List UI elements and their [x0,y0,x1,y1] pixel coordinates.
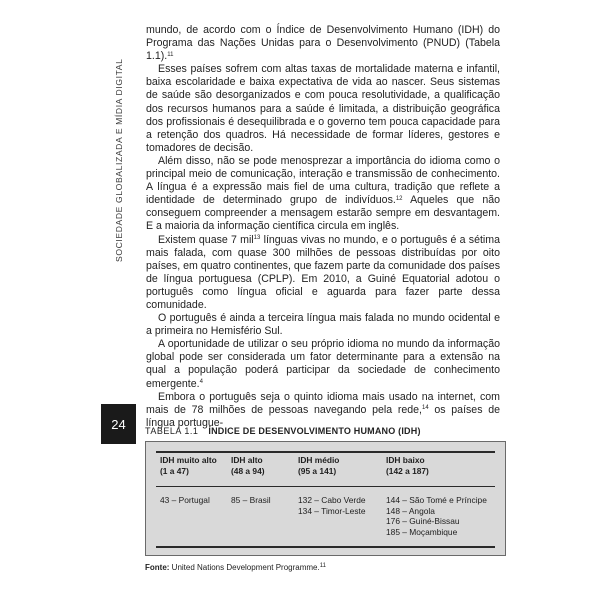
table-cell: 43 – Portugal [160,495,210,505]
paragraph-text: Além disso, não se pode menosprezar a importância do idioma como o principal meio de comunicação, interação e transmissão de conhecimento. A língua é a expressão mais fiel de uma cultura, tradição que reflete a identidade de determinado grupo de indivíduos. [146,154,500,207]
table-top-rule [156,451,495,453]
running-head: SOCIEDADE GLOBALIZADA E MÍDIA DIGITAL [114,58,124,262]
table-cell: 85 – Brasil [231,495,271,505]
column-values [231,495,271,506]
body-paragraph [146,24,500,63]
column-values [298,495,366,516]
table-number: TABELA 1.1 [145,426,199,436]
paragraph-text: línguas vivas no mundo, e o português é a sétima mais falada, com quase 300 milhões de pessoas distribuídas por oito países, em quatro continentes, que fazem parte da comunidade dos países de língua portuguesa (CPLP). Em 2010, a Guiné Equatorial adotou o português como língua oficial e aguarda para fazer parte dessa comunidade. [146,233,500,311]
table-column-idh-alto [231,455,271,505]
page-number: 24 [101,404,136,444]
footnote-ref: 13 [253,235,261,241]
body-paragraph [146,391,500,430]
paragraph-text: Esses países sofrem com altas taxas de mortalidade materna e infantil, baixa escolaridade e baixa expectativa de vida ao nascer. Seus sistemas de saúde são desorganizados e com pouca resolutividade, a qualificação dos recursos humanos para a saúde é limitada, a distribuição geográfica dos profissionais é desequilibrada e o governo tem pouca capacidade para a retenção dos quadros. Há necessidade de formar líderes, gestores e tomadores de decisão. [146,63,500,154]
body-paragraph [146,312,500,338]
paragraph-text: mundo, de acordo com o Índice de Desenvolvimento Humano (IDH) do Programa das Nações Unidas para o Desenvolvimento (PNUD) (Tabela 1.1). [146,24,500,63]
idh-table [145,441,506,556]
column-header: IDH muito alto (1 a 47) [160,455,217,476]
body-text [146,24,500,430]
paragraph-text: O português é ainda a terceira língua mais falada no mundo ocidental e a primeira no Hemisfério Sul. [146,312,500,338]
table-cell: 132 – Cabo Verde [298,495,366,505]
table-column-idh-baixo [386,455,487,537]
paragraph-text: A oportunidade de utilizar o seu próprio idioma no mundo da informação global pode ser considerada um fator determinante para a extensão na qual a população poderá participar da sociedade de conhecimento emergente. [146,338,500,390]
paragraph-text: Existem quase 7 mil [158,233,254,246]
paragraph-text: Aqueles que não conseguem compreender a mensagem estarão sempre em desvantagem. E a maioria da informação científica circula em inglês. [146,194,500,233]
table-caption [145,426,505,440]
table-source [145,563,505,572]
column-values [386,495,487,537]
column-header: IDH baixo (142 a 187) [386,455,429,476]
footnote-ref: 14 [421,405,429,412]
source-text: United Nations Development Programme. [169,563,320,572]
table-cell: 134 – Timor-Leste [298,505,366,516]
paragraph-text: os países de língua portugue- [146,403,500,429]
footnote-ref: 12 [395,195,403,202]
table-cell: 144 – São Tomé e Príncipe [386,495,487,505]
body-paragraph [146,234,500,313]
column-values [160,495,210,506]
table-bottom-rule [156,546,495,548]
table-cell: 148 – Angola [386,505,435,516]
paragraph-text: Embora o português seja o quinto idioma mais usado na internet, com mais de 78 milhões de pessoas navegando pela rede, [146,390,500,416]
column-header: IDH alto (48 a 94) [231,455,265,476]
column-header: IDH médio (95 a 141) [298,455,340,476]
table-column-idh-muito-alto [160,455,217,505]
table-title: ÍNDICE DE DESENVOLVIMENTO HUMANO (IDH) [208,426,421,436]
body-paragraph [146,338,500,390]
body-paragraph [146,63,500,155]
source-footnote-ref: 11 [319,562,326,569]
footnote-ref: 11 [167,51,174,58]
table-column-idh-medio [298,455,366,516]
table-cell: 176 – Guiné-Bissau [386,516,460,526]
body-paragraph [146,155,500,234]
source-label: Fonte: [145,563,170,572]
footnote-ref: 4 [199,379,203,386]
table-cell: 185 – Moçambique [386,526,458,537]
table-header-rule [156,486,495,487]
